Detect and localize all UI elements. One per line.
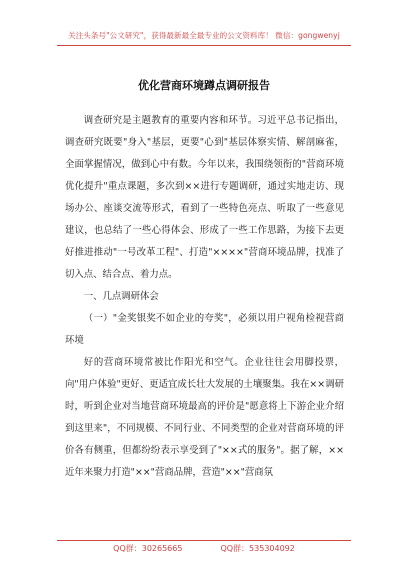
intro-paragraph: 调查研究是主题教育的重要内容和环节。习近平总书记指出，调查研究既要"身入"基层，更要"心到"基层体察实情、解剖麻雀，全面掌握情况，做到心中有数。今年以来，我围绕领衔的"营商环境优化提升"重点课题，多次到××进行专题调研，通过实地走访、现场办公、座谈交流等形式，看到了一些特色亮点、听取了一些意见建议，也总结了一些心得体会、形成了一些工作思路，为接下去更好推进推动"一号改革工程"、打造"××××"营商环境品牌，找准了切入点、结合点、着力点。 [65,115,344,280]
body-paragraph: 好的营商环境常被比作阳光和空气。企业往往会用脚投票，向"用户体验"更好、更适宜成长壮大发展的土壤聚集。我在××调研时，听到企业对当地营商环境最高的评价是"愿意将上下游企业介绍到这里来"，不同规模、不同行业、不同类型的企业对营商环境的评价各有侧重，但都纷纷表示享受到了"××式的服务"。据了解，××近年来聚力打造"××"营商品牌，营造"××"营商氛 [65,357,344,478]
qq-group-1: QQ群：30265665 [113,544,183,553]
header-divider [57,45,351,46]
section-heading: 一、几点调研体会 [83,291,159,302]
subsection-heading: （一）"金奖银奖不如企业的夸奖"，必须以用户视角检视营商环境 [65,313,344,346]
footer-divider [57,540,351,541]
document-body [65,110,344,484]
document-title: 优化营商环境蹲点调研报告 [138,79,270,92]
header-note: 关注头条号"公文研究"，获得最新最全最专业的公文资料库！ 微信：gongwenyj [68,31,340,40]
qq-group-2: QQ群：535304092 [220,544,295,553]
footer-contacts [0,543,408,554]
